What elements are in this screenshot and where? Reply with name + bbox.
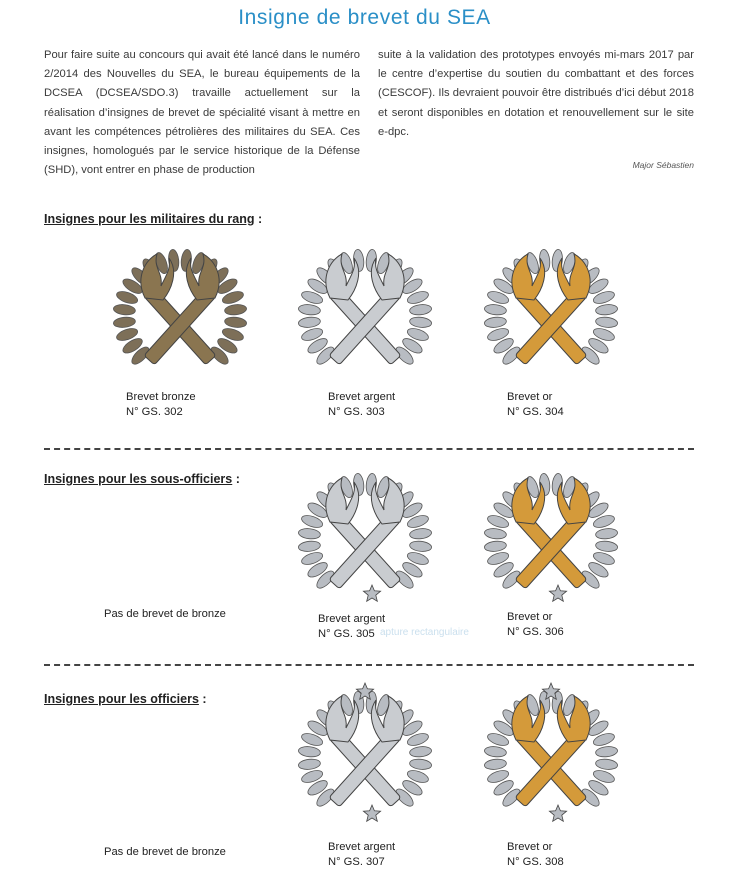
caption-name: Brevet or	[507, 611, 553, 623]
note-no-bronze: Pas de brevet de bronze	[104, 608, 226, 620]
section-heading-officers-text: Insignes pour les officiers	[44, 692, 199, 706]
intro-column-right: suite à la validation des prototypes envoyés mi-mars 2017 par le centre d’expertise du soutien du combattant et des forces (CESCOF). Ils devraient pouvoir être distribués d’ici début 2018 et seront disponibles en dotation et renouvellement sur le site e-dpc.	[378, 49, 694, 138]
author-signature: Major Sébastien	[632, 160, 694, 170]
intro-column-left: Pour faire suite au concours qui avait été lancé dans le numéro 2/2014 des Nouvelles du SEA, le bureau équipements de la DCSEA (DCSEA/SDO.3) travaille actuellement sur la réalisation d’insignes de brevet de spécialité visant à mettre en avant les compétences pétrolières des militaires du SEA. Ces insignes, homologués par le service historique de la Défense (SHD), vont entrer en phase de production	[44, 49, 360, 177]
caption-number: N° GS. 305	[318, 627, 375, 640]
section-heading-rank-text: Insignes pour les militaires du rang	[44, 212, 255, 226]
caption-name: Brevet bronze	[126, 391, 196, 403]
badge-flames	[326, 478, 404, 524]
badge-flames	[326, 696, 404, 742]
caption-number: N° GS. 304	[507, 405, 564, 418]
caption-number: N° GS. 306	[507, 625, 564, 638]
section-heading-colon: :	[254, 212, 263, 226]
insigne-or-gs308	[476, 680, 626, 830]
caption-number: N° GS. 302	[126, 405, 183, 418]
badge-star-icon	[363, 805, 380, 821]
section-divider	[44, 448, 694, 450]
insigne-argent-gs305	[290, 462, 440, 612]
badge-flames	[326, 254, 404, 300]
section-divider	[44, 664, 694, 666]
caption-name: Brevet or	[507, 391, 553, 403]
section-heading-officers	[44, 692, 207, 706]
section-heading-rank	[44, 212, 262, 226]
badge-flames	[512, 478, 590, 524]
badge-star-icon	[549, 805, 566, 821]
badge-star-icon	[363, 585, 380, 601]
caption-brevet-argent	[318, 612, 385, 641]
insigne-argent-gs303	[290, 238, 440, 388]
note-no-bronze: Pas de brevet de bronze	[104, 846, 226, 858]
caption-brevet-argent	[328, 840, 395, 869]
caption-number: N° GS. 303	[328, 405, 385, 418]
insigne-or-gs304	[476, 238, 626, 388]
badge-flames	[512, 254, 590, 300]
caption-brevet-or	[507, 390, 564, 419]
section-heading-nco	[44, 472, 240, 486]
section-heading-nco-text: Insignes pour les sous-officiers	[44, 472, 233, 486]
badge-wreath	[484, 691, 618, 809]
badge-wreath	[298, 249, 432, 367]
caption-brevet-or	[507, 840, 564, 869]
caption-brevet-or	[507, 610, 564, 639]
caption-number: N° GS. 307	[328, 855, 385, 868]
caption-name: Brevet argent	[328, 391, 396, 403]
badge-wreath	[113, 249, 247, 367]
caption-brevet-argent	[328, 390, 395, 419]
insigne-or-gs306	[476, 462, 626, 612]
insigne-argent-gs307	[290, 680, 440, 830]
screen-capture-overlay-text: apture rectangulaire	[380, 627, 469, 638]
caption-name: Brevet argent	[318, 613, 386, 625]
caption-brevet-bronze	[126, 390, 196, 419]
section-heading-colon: :	[232, 472, 240, 486]
caption-number: N° GS. 308	[507, 855, 564, 868]
badge-wreath	[484, 249, 618, 367]
badge-flames	[512, 696, 590, 742]
insigne-bronze-gs302	[105, 238, 255, 388]
badge-star-icon	[549, 585, 566, 601]
badge-wreath	[298, 691, 432, 809]
caption-name: Brevet argent	[328, 841, 396, 853]
caption-name: Brevet or	[507, 841, 553, 853]
section-heading-colon: :	[198, 692, 207, 706]
badge-wreath	[484, 473, 618, 591]
badge-flames	[141, 254, 219, 300]
page-title: Insigne de brevet du SEA	[238, 6, 491, 29]
badge-wreath	[298, 473, 432, 591]
